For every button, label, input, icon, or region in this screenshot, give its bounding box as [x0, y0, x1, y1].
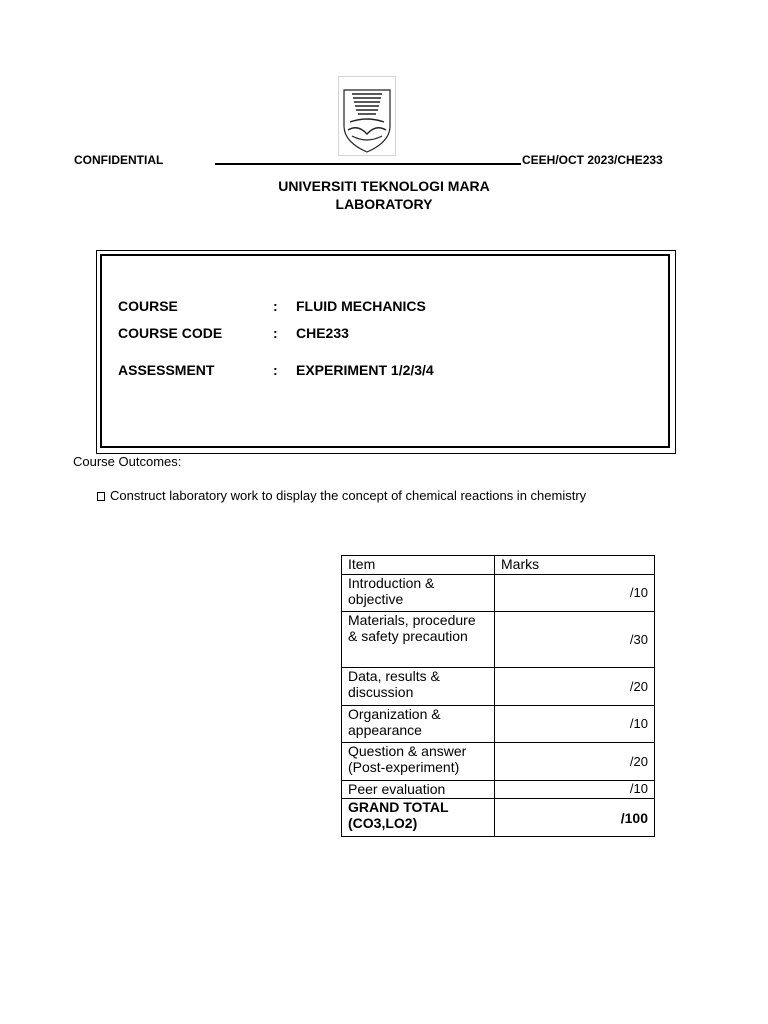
info-label: ASSESSMENT — [118, 362, 215, 378]
item-line: appearance — [348, 722, 422, 738]
table-row — [342, 668, 655, 706]
info-separator: : — [273, 325, 278, 341]
info-separator: : — [273, 362, 278, 378]
table-row — [342, 781, 655, 799]
document-code: CEEH/OCT 2023/CHE233 — [522, 153, 663, 167]
info-value: CHE233 — [296, 325, 349, 341]
header-cell-marks: Marks — [495, 556, 655, 575]
grand-total-marks-cell: /100 — [495, 799, 655, 837]
info-value: EXPERIMENT 1/2/3/4 — [296, 362, 434, 378]
marks-cell: /10 — [495, 575, 655, 612]
marks-cell: /30 — [495, 612, 655, 668]
university-logo — [338, 76, 396, 156]
table-row — [342, 706, 655, 743]
bullet-box-icon — [97, 492, 105, 501]
marks-cell: /20 — [495, 668, 655, 706]
item-line: (Post-experiment) — [348, 759, 460, 775]
table-header-row — [342, 556, 655, 575]
table-row — [342, 575, 655, 612]
item-cell — [342, 575, 495, 612]
course-info-box-inner-border — [100, 254, 670, 448]
info-value: FLUID MECHANICS — [296, 298, 426, 314]
item-line: objective — [348, 591, 404, 607]
marks-cell: /10 — [495, 706, 655, 743]
marks-table — [341, 555, 655, 837]
item-line: GRAND TOTAL — [348, 799, 449, 815]
item-line: Peer evaluation — [348, 781, 446, 797]
item-line: discussion — [348, 684, 414, 700]
item-line: Data, results & — [348, 668, 440, 684]
marks-cell: /10 — [495, 781, 655, 799]
item-cell — [342, 781, 495, 799]
grand-total-label-cell — [342, 799, 495, 837]
info-label: COURSE CODE — [118, 325, 223, 341]
course-outcomes-label: Course Outcomes: — [73, 454, 182, 469]
document-subtitle: LABORATORY — [335, 196, 433, 212]
table-row — [342, 743, 655, 781]
marks-cell: /20 — [495, 743, 655, 781]
grand-total-row — [342, 799, 655, 837]
confidential-label: CONFIDENTIAL — [74, 153, 164, 167]
university-name: UNIVERSITI TEKNOLOGI MARA — [278, 178, 490, 194]
course-outcome-item — [97, 488, 586, 503]
item-cell — [342, 706, 495, 743]
info-separator: : — [273, 298, 278, 314]
item-cell — [342, 743, 495, 781]
table-row — [342, 612, 655, 668]
item-line: Organization & — [348, 706, 441, 722]
info-label: COURSE — [118, 298, 178, 314]
item-line: Materials, procedure — [348, 612, 476, 628]
item-line: Question & answer — [348, 743, 467, 759]
header-cell-item: Item — [342, 556, 495, 575]
item-line: Introduction & — [348, 575, 435, 591]
item-cell — [342, 612, 495, 668]
course-outcome-text: Construct laboratory work to display the concept of chemical reactions in chemistry — [110, 488, 587, 503]
uitm-crest-icon — [338, 76, 396, 156]
header-divider — [215, 163, 521, 165]
item-cell — [342, 668, 495, 706]
item-line: & safety precaution — [348, 628, 468, 644]
item-line: (CO3,LO2) — [348, 815, 418, 831]
